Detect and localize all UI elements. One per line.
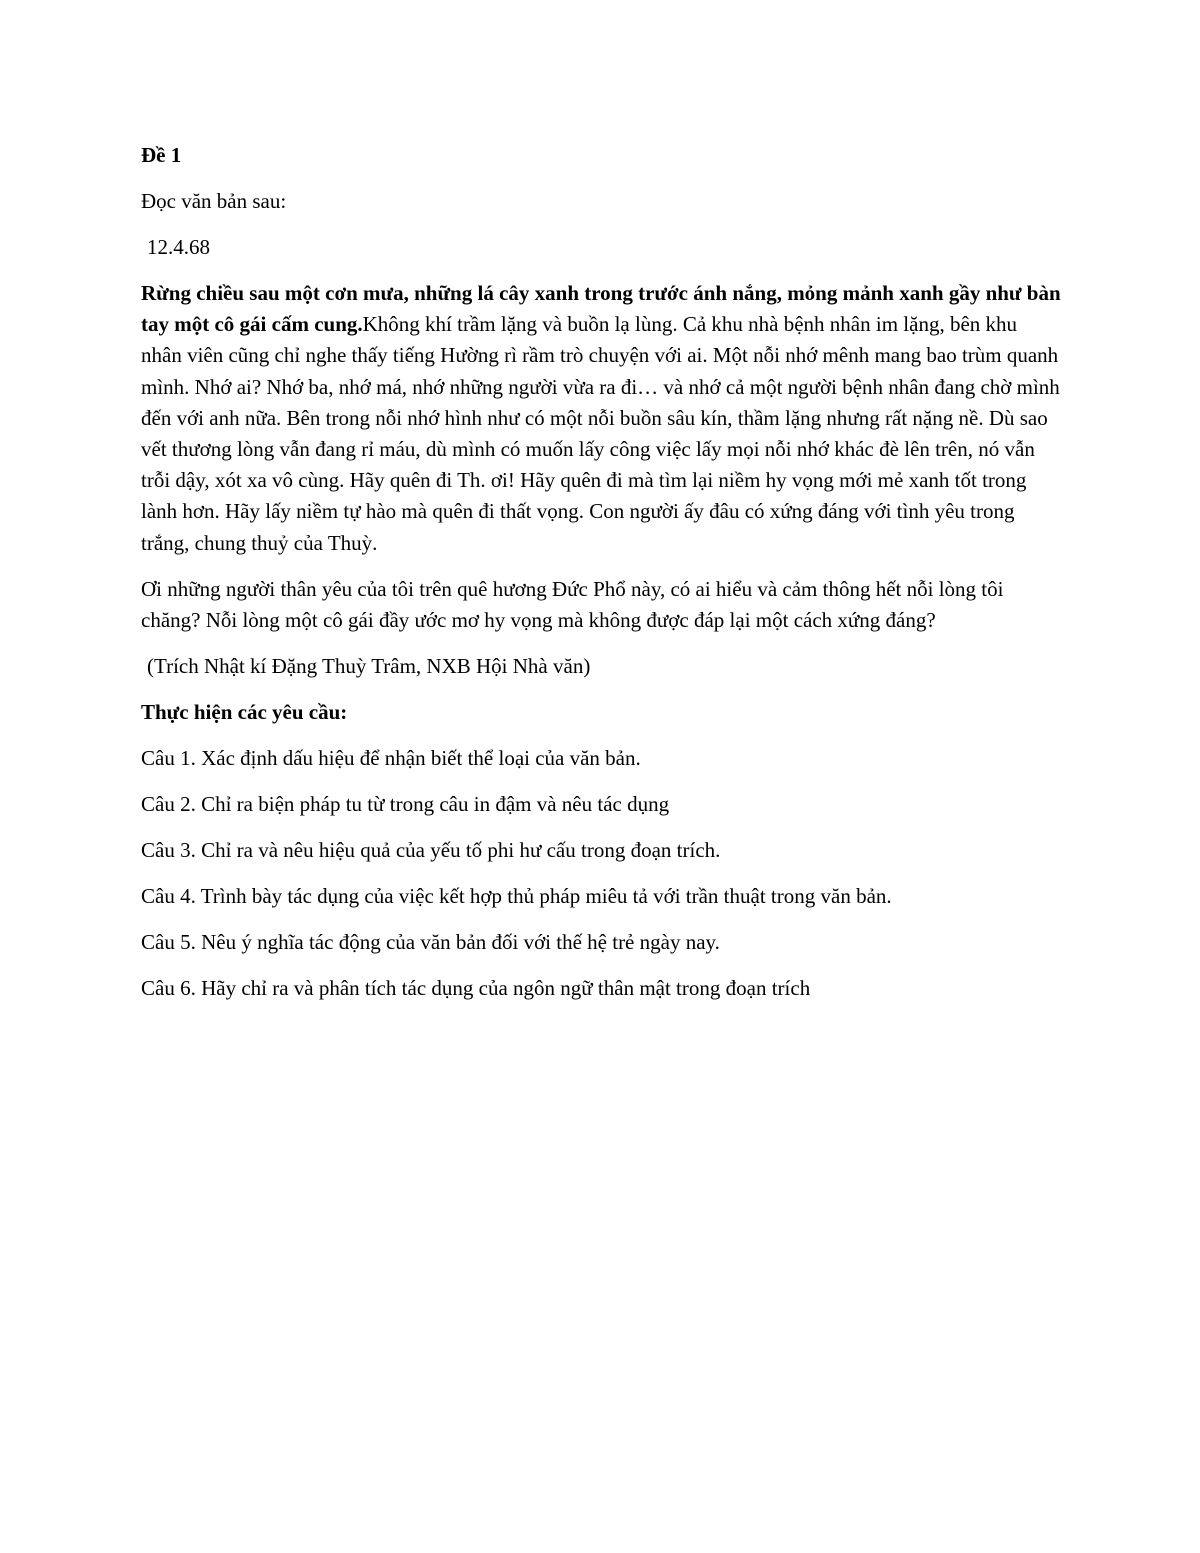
question-3: Câu 3. Chỉ ra và nêu hiệu quả của yếu tố phi hư cấu trong đoạn trích. — [141, 838, 721, 863]
passage-paragraph-2: Ơi những người thân yêu của tôi trên quê hương Đức Phổ này, có ai hiểu và cảm thông hết nỗi lòng tôi chăng? Nỗi lòng một cô gái đầy ước mơ hy vọng mà không được đáp lại một cách xứng đáng? — [141, 576, 1004, 633]
question-6: Câu 6. Hãy chỉ ra và phân tích tác dụng của ngôn ngữ thân mật trong đoạn trích — [141, 976, 811, 1001]
question-1: Câu 1. Xác định dấu hiệu để nhận biết thể loại của văn bản. — [141, 746, 641, 771]
instruction-text: Đọc văn bản sau: — [141, 189, 287, 213]
document-title: Đề 1 — [141, 143, 182, 167]
tasks-heading: Thực hiện các yêu cầu: — [141, 700, 348, 725]
document-page — [141, 140, 1061, 1019]
question-4: Câu 4. Trình bày tác dụng của việc kết hợp thủ pháp miêu tả với trần thuật trong văn bản. — [141, 884, 892, 909]
passage-paragraph-1 — [141, 278, 1061, 559]
passage-source: (Trích Nhật kí Đặng Thuỳ Trâm, NXB Hội Nhà văn) — [147, 654, 591, 679]
passage-bold-sentence: Rừng chiều sau một cơn mưa, những lá cây xanh trong trước ánh nắng, mỏng mảnh xanh gầy như bàn tay một cô gái cấm cung. — [141, 281, 1061, 337]
diary-date: 12.4.68 — [147, 235, 210, 259]
question-5: Câu 5. Nêu ý nghĩa tác động của văn bản đối với thế hệ trẻ ngày nay. — [141, 930, 720, 955]
passage-body: Không khí trầm lặng và buồn lạ lùng. Cả khu nhà bệnh nhân im lặng, bên khu nhân viên cũng chỉ nghe thấy tiếng Hường rì rầm trò chuyện với ai. Một nỗi nhớ mênh mang bao trùm quanh mình. Nhớ ai? Nhớ ba, nhớ má, nhớ những người vừa ra đi… và nhớ cả một người bệnh nhân đang chờ mình đến với anh nữa. Bên trong nỗi nhớ hình như có một nỗi buồn sâu kín, thầm lặng nhưng rất nặng nề. Dù sao vết thương lòng vẫn đang rỉ máu, dù mình có muốn lấy công việc lấy mọi nỗi nhớ khác đè lên trên, nó vẫn trỗi dậy, xót xa vô cùng. Hãy quên đi Th. ơi! Hãy quên đi mà tìm lại niềm hy vọng mới mẻ xanh tốt trong lành hơn. Hãy lấy niềm tự hào mà quên đi thất vọng. Con người ấy đâu có xứng đáng với tình yêu trong trắng, chung thuỷ của Thuỳ. — [141, 312, 1060, 555]
question-2: Câu 2. Chỉ ra biện pháp tu từ trong câu in đậm và nêu tác dụng — [141, 792, 670, 817]
